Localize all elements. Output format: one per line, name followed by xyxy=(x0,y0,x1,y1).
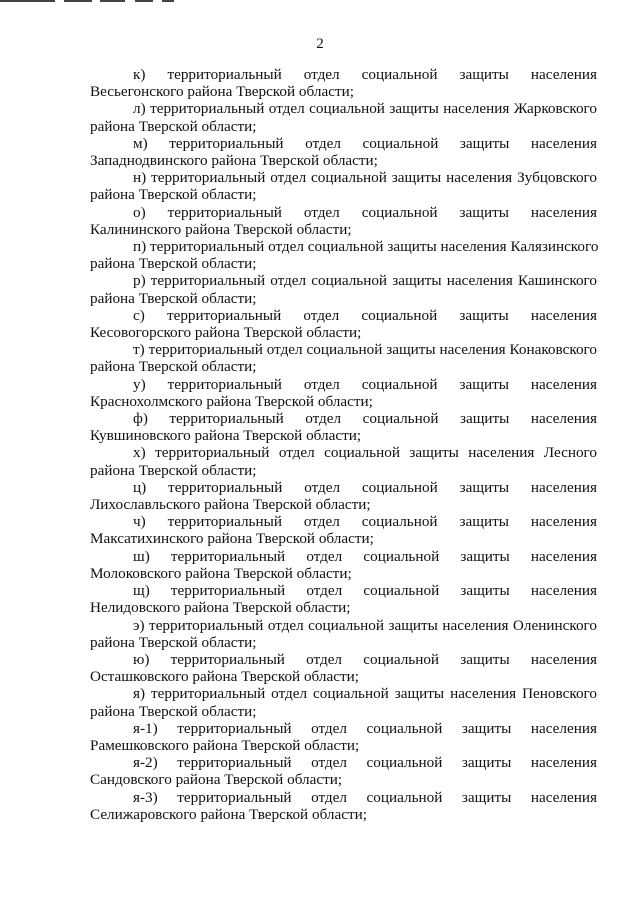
list-item-line: я-3) территориальный отдел социальной защиты населения xyxy=(133,788,597,806)
list-item xyxy=(90,169,597,203)
list-item-line: района Тверской области; xyxy=(90,702,257,720)
scan-artifact-marks xyxy=(0,0,200,4)
list-item xyxy=(90,754,597,788)
list-item-line: я-2) территориальный отдел социальной защиты населения xyxy=(133,754,597,772)
list-item-line: Кесовогорского района Тверской области; xyxy=(90,324,362,342)
list-item-line: я-1) территориальный отдел социальной защиты населения xyxy=(133,719,597,737)
list-item xyxy=(90,789,597,823)
list-item xyxy=(90,548,597,582)
list-item xyxy=(90,720,597,754)
list-item-line: щ) территориальный отдел социальной защиты населения xyxy=(133,582,597,600)
document-body xyxy=(90,66,597,823)
list-item-line: о) территориальный отдел социальной защиты населения xyxy=(133,203,597,221)
list-item-line: р) территориальный отдел социальной защиты населения Кашинского xyxy=(133,272,597,290)
list-item xyxy=(90,341,597,375)
list-item-line: ф) территориальный отдел социальной защиты населения xyxy=(133,410,597,428)
list-item-line: ц) территориальный отдел социальной защиты населения xyxy=(133,478,597,496)
list-item-line: к) территориальный отдел социальной защиты населения xyxy=(133,66,597,83)
list-item xyxy=(90,135,597,169)
list-item-line: района Тверской области; xyxy=(90,461,257,479)
list-item-line: л) территориальный отдел социальной защиты населения Жарковского xyxy=(133,100,597,118)
list-item-line: п) территориальный отдел социальной защиты населения Калязинского xyxy=(133,238,599,256)
list-item-line: Осташковского района Тверской области; xyxy=(90,668,359,686)
list-item-line: Селижаровского района Тверской области; xyxy=(90,805,367,823)
list-item-line: района Тверской области; xyxy=(90,117,257,135)
list-item-line: Калининского района Тверской области; xyxy=(90,220,352,238)
list-item xyxy=(90,307,597,341)
list-item-line: Молоковского района Тверской области; xyxy=(90,564,352,582)
list-item-line: района Тверской области; xyxy=(90,186,257,204)
list-item xyxy=(90,204,597,238)
list-item-line: Краснохолмского района Тверской области; xyxy=(90,392,373,410)
list-item xyxy=(90,617,597,651)
list-item xyxy=(90,685,597,719)
list-item-line: Нелидовского района Тверской области; xyxy=(90,599,351,617)
list-item-line: ш) территориальный отдел социальной защиты населения xyxy=(133,547,597,565)
list-item xyxy=(90,444,597,478)
list-item-line: Рамешковского района Тверской области; xyxy=(90,736,360,754)
list-item-line: Лихославльского района Тверской области; xyxy=(90,496,371,514)
list-item-line: Западнодвинского района Тверской области; xyxy=(90,152,378,170)
list-item-line: н) территориальный отдел социальной защиты населения Зубцовского xyxy=(133,169,597,187)
list-item-line: Весьегонского района Тверской области; xyxy=(90,83,354,101)
list-item-line: у) территориальный отдел социальной защиты населения xyxy=(133,375,597,393)
list-item-line: района Тверской области; xyxy=(90,633,257,651)
list-item-line: э) территориальный отдел социальной защиты населения Оленинского xyxy=(133,616,597,634)
list-item-line: м) территориальный отдел социальной защиты населения xyxy=(133,134,597,152)
list-item-line: Кувшиновского района Тверской области; xyxy=(90,427,362,445)
list-item xyxy=(90,272,597,306)
list-item-line: х) территориальный отдел социальной защиты населения Лесного xyxy=(133,444,597,462)
list-item-line: ч) территориальный отдел социальной защиты населения xyxy=(133,513,597,531)
list-item-line: я) территориальный отдел социальной защиты населения Пеновского xyxy=(133,685,597,703)
list-item xyxy=(90,376,597,410)
list-item xyxy=(90,582,597,616)
list-item-line: района Тверской области; xyxy=(90,255,257,273)
list-item xyxy=(90,410,597,444)
list-item xyxy=(90,238,597,272)
list-item-line: Максатихинского района Тверской области; xyxy=(90,530,374,548)
page-number: 2 xyxy=(316,36,324,52)
list-item-line: района Тверской области; xyxy=(90,358,257,376)
list-item-line: района Тверской области; xyxy=(90,289,257,307)
list-item xyxy=(90,479,597,513)
list-item-line: ю) территориальный отдел социальной защиты населения xyxy=(133,650,597,668)
list-item-line: т) территориальный отдел социальной защиты населения Конаковского xyxy=(133,341,597,359)
list-item xyxy=(90,651,597,685)
list-item-line: с) территориальный отдел социальной защиты населения xyxy=(133,306,597,324)
list-item xyxy=(90,66,597,100)
list-item xyxy=(90,513,597,547)
list-item xyxy=(90,100,597,134)
list-item-line: Сандовского района Тверской области; xyxy=(90,771,343,789)
